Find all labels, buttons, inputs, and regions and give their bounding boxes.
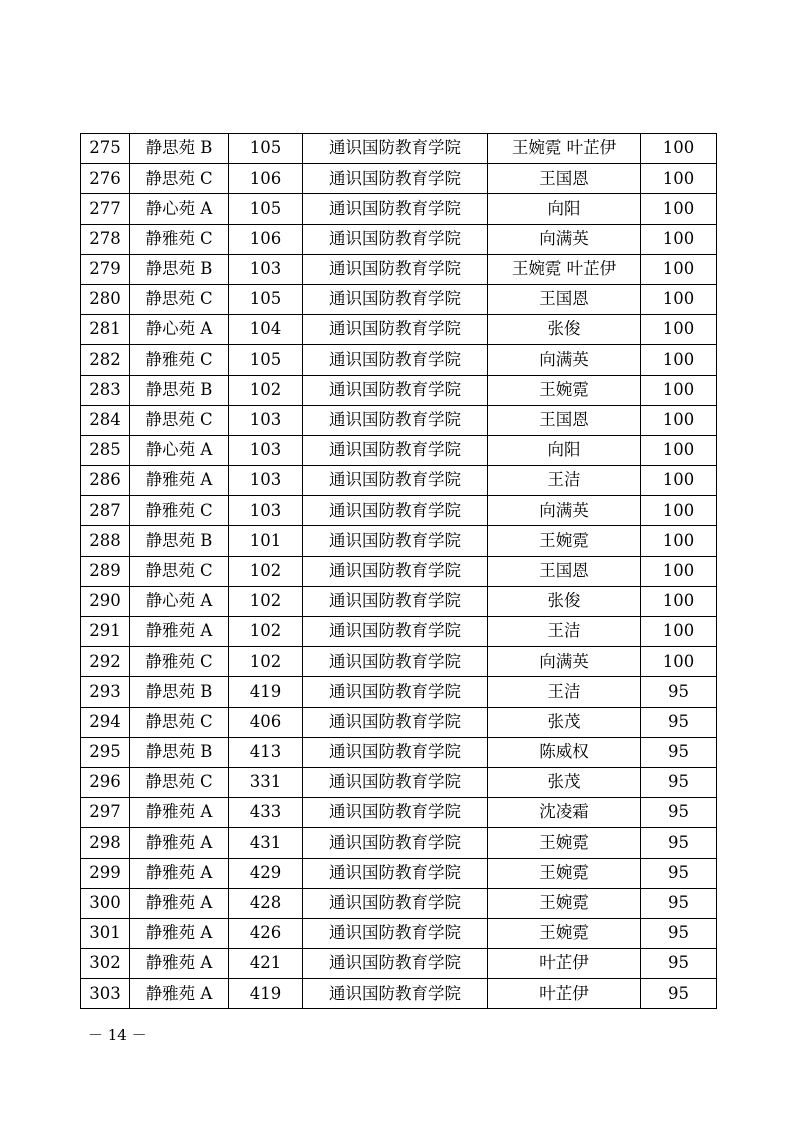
table-row (81, 737, 717, 767)
row-index-cell: 281 (81, 315, 130, 345)
table-row (81, 586, 717, 616)
staff-cell: 王婉霓 (488, 888, 641, 918)
room-cell: 106 (229, 164, 303, 194)
room-cell: 426 (229, 918, 303, 948)
college-cell: 通识国防教育学院 (303, 435, 488, 465)
building-cell: 静雅苑 C (130, 224, 229, 254)
staff-cell: 沈凌霜 (488, 798, 641, 828)
row-index-cell: 301 (81, 918, 130, 948)
staff-cell: 王国恩 (488, 284, 641, 314)
row-index-cell: 302 (81, 949, 130, 979)
college-cell: 通识国防教育学院 (303, 617, 488, 647)
row-index-cell: 292 (81, 647, 130, 677)
room-cell: 419 (229, 979, 303, 1009)
table-row (81, 918, 717, 948)
score-cell: 100 (641, 315, 717, 345)
table-row (81, 284, 717, 314)
row-index-cell: 278 (81, 224, 130, 254)
building-cell: 静心苑 A (130, 435, 229, 465)
college-cell: 通识国防教育学院 (303, 949, 488, 979)
room-cell: 331 (229, 767, 303, 797)
college-cell: 通识国防教育学院 (303, 164, 488, 194)
table-row (81, 677, 717, 707)
building-cell: 静雅苑 A (130, 858, 229, 888)
dormitory-score-table (80, 133, 717, 1009)
room-cell: 103 (229, 435, 303, 465)
staff-cell: 向满英 (488, 224, 641, 254)
table-row (81, 315, 717, 345)
building-cell: 静雅苑 A (130, 828, 229, 858)
score-cell: 100 (641, 586, 717, 616)
score-cell: 100 (641, 647, 717, 677)
college-cell: 通识国防教育学院 (303, 194, 488, 224)
row-index-cell: 283 (81, 375, 130, 405)
table-row (81, 556, 717, 586)
room-cell: 104 (229, 315, 303, 345)
table-row (81, 164, 717, 194)
room-cell: 101 (229, 526, 303, 556)
room-cell: 431 (229, 828, 303, 858)
table-row (81, 466, 717, 496)
building-cell: 静心苑 A (130, 194, 229, 224)
college-cell: 通识国防教育学院 (303, 134, 488, 164)
row-index-cell: 291 (81, 617, 130, 647)
table-row (81, 767, 717, 797)
college-cell: 通识国防教育学院 (303, 556, 488, 586)
college-cell: 通识国防教育学院 (303, 405, 488, 435)
table-row (81, 254, 717, 284)
building-cell: 静思苑 C (130, 405, 229, 435)
room-cell: 421 (229, 949, 303, 979)
room-cell: 105 (229, 284, 303, 314)
building-cell: 静思苑 B (130, 254, 229, 284)
staff-cell: 向阳 (488, 194, 641, 224)
college-cell: 通识国防教育学院 (303, 858, 488, 888)
room-cell: 105 (229, 134, 303, 164)
table-row (81, 979, 717, 1009)
building-cell: 静思苑 B (130, 737, 229, 767)
building-cell: 静雅苑 A (130, 617, 229, 647)
row-index-cell: 277 (81, 194, 130, 224)
score-cell: 95 (641, 798, 717, 828)
staff-cell: 王国恩 (488, 556, 641, 586)
row-index-cell: 282 (81, 345, 130, 375)
row-index-cell: 300 (81, 888, 130, 918)
row-index-cell: 284 (81, 405, 130, 435)
row-index-cell: 293 (81, 677, 130, 707)
row-index-cell: 285 (81, 435, 130, 465)
college-cell: 通识国防教育学院 (303, 586, 488, 616)
staff-cell: 王国恩 (488, 405, 641, 435)
college-cell: 通识国防教育学院 (303, 345, 488, 375)
building-cell: 静雅苑 A (130, 888, 229, 918)
college-cell: 通识国防教育学院 (303, 496, 488, 526)
building-cell: 静思苑 C (130, 164, 229, 194)
table-row (81, 707, 717, 737)
building-cell: 静思苑 B (130, 375, 229, 405)
room-cell: 102 (229, 556, 303, 586)
college-cell: 通识国防教育学院 (303, 979, 488, 1009)
staff-cell: 王婉霓 叶芷伊 (488, 134, 641, 164)
row-index-cell: 289 (81, 556, 130, 586)
room-cell: 105 (229, 194, 303, 224)
college-cell: 通识国防教育学院 (303, 828, 488, 858)
college-cell: 通识国防教育学院 (303, 677, 488, 707)
score-cell: 95 (641, 888, 717, 918)
table-row (81, 224, 717, 254)
score-cell: 100 (641, 194, 717, 224)
room-cell: 105 (229, 345, 303, 375)
building-cell: 静心苑 A (130, 315, 229, 345)
row-index-cell: 297 (81, 798, 130, 828)
staff-cell: 向满英 (488, 496, 641, 526)
score-cell: 95 (641, 979, 717, 1009)
staff-cell: 王国恩 (488, 164, 641, 194)
row-index-cell: 296 (81, 767, 130, 797)
table-row (81, 798, 717, 828)
staff-cell: 王婉霓 (488, 858, 641, 888)
college-cell: 通识国防教育学院 (303, 647, 488, 677)
staff-cell: 王婉霓 叶芷伊 (488, 254, 641, 284)
row-index-cell: 276 (81, 164, 130, 194)
college-cell: 通识国防教育学院 (303, 918, 488, 948)
college-cell: 通识国防教育学院 (303, 526, 488, 556)
row-index-cell: 287 (81, 496, 130, 526)
staff-cell: 张俊 (488, 586, 641, 616)
room-cell: 103 (229, 466, 303, 496)
table-row (81, 435, 717, 465)
building-cell: 静雅苑 C (130, 345, 229, 375)
college-cell: 通识国防教育学院 (303, 767, 488, 797)
row-index-cell: 298 (81, 828, 130, 858)
score-cell: 95 (641, 707, 717, 737)
score-cell: 95 (641, 858, 717, 888)
staff-cell: 叶芷伊 (488, 979, 641, 1009)
college-cell: 通识国防教育学院 (303, 315, 488, 345)
staff-cell: 陈威权 (488, 737, 641, 767)
staff-cell: 向满英 (488, 345, 641, 375)
building-cell: 静思苑 B (130, 134, 229, 164)
score-cell: 100 (641, 496, 717, 526)
building-cell: 静雅苑 A (130, 466, 229, 496)
table-row (81, 134, 717, 164)
score-cell: 100 (641, 164, 717, 194)
table-row (81, 949, 717, 979)
row-index-cell: 288 (81, 526, 130, 556)
score-cell: 100 (641, 224, 717, 254)
college-cell: 通识国防教育学院 (303, 888, 488, 918)
score-cell: 100 (641, 375, 717, 405)
staff-cell: 王婉霓 (488, 918, 641, 948)
college-cell: 通识国防教育学院 (303, 284, 488, 314)
staff-cell: 张茂 (488, 707, 641, 737)
score-cell: 95 (641, 828, 717, 858)
row-index-cell: 275 (81, 134, 130, 164)
score-cell: 95 (641, 767, 717, 797)
building-cell: 静思苑 B (130, 677, 229, 707)
room-cell: 433 (229, 798, 303, 828)
table-row (81, 858, 717, 888)
table-row (81, 194, 717, 224)
table-row (81, 405, 717, 435)
table-row (81, 375, 717, 405)
table-row (81, 828, 717, 858)
staff-cell: 张茂 (488, 767, 641, 797)
row-index-cell: 299 (81, 858, 130, 888)
college-cell: 通识国防教育学院 (303, 375, 488, 405)
college-cell: 通识国防教育学院 (303, 798, 488, 828)
score-cell: 100 (641, 284, 717, 314)
page-number: － 14 － (88, 1026, 147, 1044)
score-cell: 100 (641, 345, 717, 375)
score-cell: 100 (641, 466, 717, 496)
college-cell: 通识国防教育学院 (303, 254, 488, 284)
row-index-cell: 279 (81, 254, 130, 284)
score-cell: 95 (641, 677, 717, 707)
row-index-cell: 280 (81, 284, 130, 314)
row-index-cell: 286 (81, 466, 130, 496)
room-cell: 102 (229, 617, 303, 647)
staff-cell: 王婉霓 (488, 526, 641, 556)
room-cell: 406 (229, 707, 303, 737)
staff-cell: 王洁 (488, 617, 641, 647)
room-cell: 428 (229, 888, 303, 918)
room-cell: 103 (229, 405, 303, 435)
table-row (81, 647, 717, 677)
score-cell: 100 (641, 405, 717, 435)
staff-cell: 王洁 (488, 677, 641, 707)
row-index-cell: 295 (81, 737, 130, 767)
table-row (81, 496, 717, 526)
staff-cell: 王洁 (488, 466, 641, 496)
room-cell: 102 (229, 375, 303, 405)
score-cell: 95 (641, 737, 717, 767)
room-cell: 103 (229, 496, 303, 526)
room-cell: 413 (229, 737, 303, 767)
score-cell: 100 (641, 134, 717, 164)
room-cell: 106 (229, 224, 303, 254)
score-cell: 100 (641, 254, 717, 284)
college-cell: 通识国防教育学院 (303, 737, 488, 767)
row-index-cell: 303 (81, 979, 130, 1009)
table-row (81, 888, 717, 918)
score-cell: 100 (641, 526, 717, 556)
table-body (81, 134, 717, 1009)
score-cell: 100 (641, 435, 717, 465)
college-cell: 通识国防教育学院 (303, 466, 488, 496)
table-row (81, 526, 717, 556)
building-cell: 静雅苑 C (130, 496, 229, 526)
building-cell: 静思苑 C (130, 556, 229, 586)
building-cell: 静思苑 C (130, 707, 229, 737)
room-cell: 419 (229, 677, 303, 707)
score-cell: 95 (641, 949, 717, 979)
building-cell: 静心苑 A (130, 586, 229, 616)
staff-cell: 向阳 (488, 435, 641, 465)
building-cell: 静雅苑 A (130, 798, 229, 828)
table-row (81, 617, 717, 647)
room-cell: 429 (229, 858, 303, 888)
staff-cell: 张俊 (488, 315, 641, 345)
score-cell: 100 (641, 617, 717, 647)
building-cell: 静思苑 C (130, 284, 229, 314)
room-cell: 102 (229, 647, 303, 677)
building-cell: 静思苑 C (130, 767, 229, 797)
staff-cell: 向满英 (488, 647, 641, 677)
college-cell: 通识国防教育学院 (303, 224, 488, 254)
room-cell: 103 (229, 254, 303, 284)
building-cell: 静思苑 B (130, 526, 229, 556)
score-cell: 100 (641, 556, 717, 586)
staff-cell: 王婉霓 (488, 828, 641, 858)
building-cell: 静雅苑 A (130, 949, 229, 979)
college-cell: 通识国防教育学院 (303, 707, 488, 737)
building-cell: 静雅苑 A (130, 979, 229, 1009)
staff-cell: 叶芷伊 (488, 949, 641, 979)
row-index-cell: 290 (81, 586, 130, 616)
table-row (81, 345, 717, 375)
staff-cell: 王婉霓 (488, 375, 641, 405)
building-cell: 静雅苑 A (130, 918, 229, 948)
row-index-cell: 294 (81, 707, 130, 737)
room-cell: 102 (229, 586, 303, 616)
building-cell: 静雅苑 C (130, 647, 229, 677)
score-cell: 95 (641, 918, 717, 948)
